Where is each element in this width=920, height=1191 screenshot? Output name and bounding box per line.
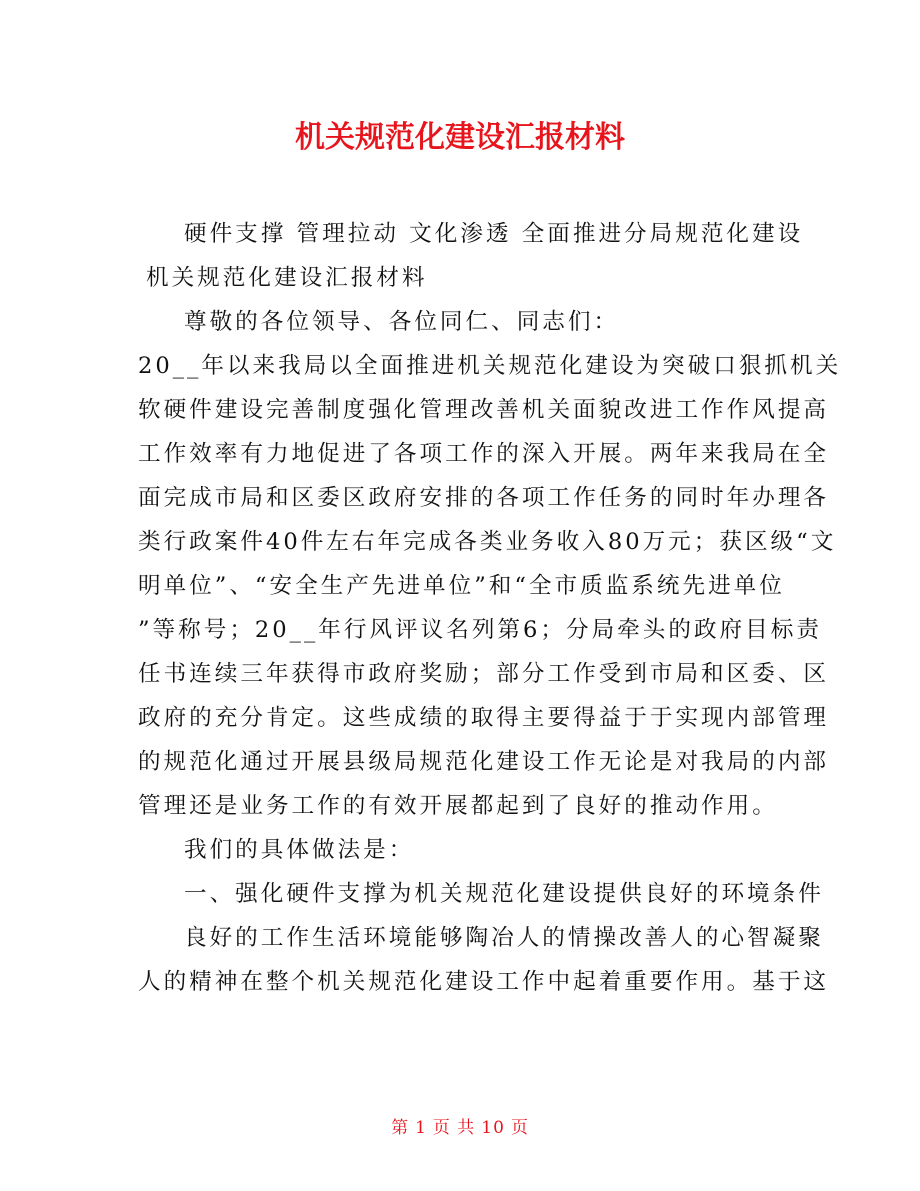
paragraph-line: 面完成市局和区委区政府安排的各项工作任务的同时年办理各 [138,485,830,511]
paragraph-line: 明单位”、“安全生产先进单位”和“全市质监系统先进单位 [138,573,785,599]
section-heading: 一、强化硬件支撑为机关规范化建设提供良好的环境条件 [184,881,824,907]
paragraph-line: 类行政案件40件左右年完成各类业务收入80万元；获区级“文 [138,529,837,555]
page-footer [0,1116,920,1140]
paragraph-line: 20__年以来我局以全面推进机关规范化建设为突破口狠抓机关 [138,353,842,379]
paragraph-line: 软硬件建设完善制度强化管理改善机关面貌改进工作作风提高 [138,397,830,423]
document-body [138,212,842,1004]
paragraph-line: 政府的充分肯定。这些成绩的取得主要得益于于实现内部管理 [138,705,830,731]
footer-page-total: 10 [481,1118,505,1138]
paragraph-line: ”等称号；20__年行风评议名列第6；分局牵头的政府目标责 [138,617,822,643]
subtitle-line-2: 机关规范化建设汇报材料 [146,265,428,291]
paragraph-line: 良好的工作生活环境能够陶冶人的情操改善人的心智凝聚 [184,925,824,951]
subtitle-line: 硬件支撑 管理拉动 文化渗透 全面推进分局规范化建设 [184,221,804,247]
footer-suffix: 页 [510,1118,529,1138]
paragraph-line: 工作效率有力地促进了各项工作的深入开展。两年来我局在全 [138,441,830,467]
paragraph-line: 的规范化通过开展县级局规范化建设工作无论是对我局的内部 [138,749,830,775]
paragraph-lead-in: 我们的具体做法是： [184,837,415,863]
paragraph-line: 任书连续三年获得市政府奖励；部分工作受到市局和区委、区 [138,661,830,687]
footer-page-current: 1 [415,1118,427,1138]
salutation: 尊敬的各位领导、各位同仁、同志们： [184,309,620,335]
paragraph-line: 人的精神在整个机关规范化建设工作中起着重要作用。基于这 [138,969,830,995]
footer-prefix: 第 [391,1118,410,1138]
paragraph-line: 管理还是业务工作的有效开展都起到了良好的推动作用。 [138,793,778,819]
footer-mid: 页 共 [432,1118,476,1138]
document-title: 机关规范化建设汇报材料 [295,120,625,155]
